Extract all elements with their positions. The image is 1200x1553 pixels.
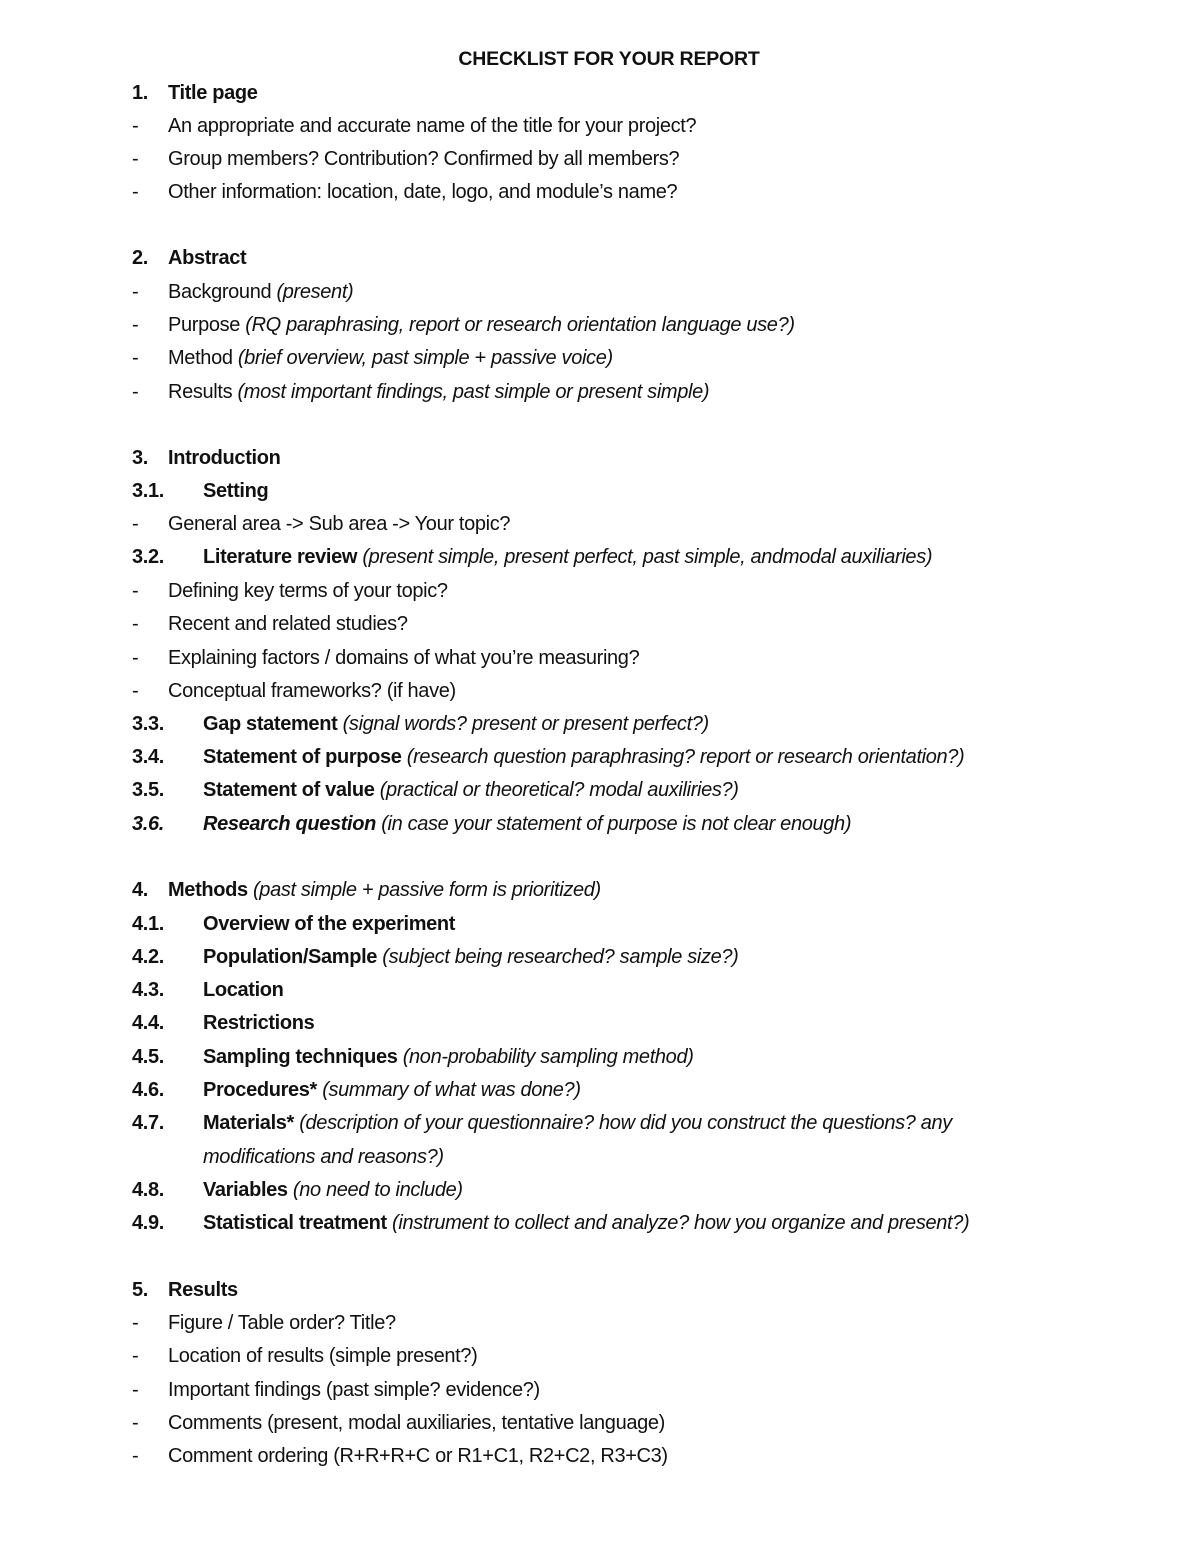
bullet-dash: - — [132, 181, 139, 203]
section-title: Introduction — [168, 447, 281, 469]
subsection-3-4: 3.4. Statement of purpose (research question paraphrasing? report or research orientation?) — [132, 746, 965, 768]
note: (subject being researched? sample size?) — [382, 946, 739, 968]
bullet-dash: - — [132, 115, 139, 137]
bullet-dash: - — [132, 513, 139, 535]
bullet-dash: - — [132, 1312, 139, 1334]
subsection-3-6: 3.6. Research question (in case your statement of purpose is not clear enough) — [132, 813, 852, 835]
list-item: - An appropriate and accurate name of the title for your project? — [132, 115, 697, 137]
section-2-heading — [0, 245, 1200, 271]
bullet-dash: - — [132, 647, 139, 669]
note: (signal words? present or present perfect?) — [342, 713, 709, 735]
subsection-4-9: 4.9. Statistical treatment (instrument to collect and analyze? how you organize and present?) — [132, 1212, 970, 1234]
note: (in case your statement of purpose is not clear enough) — [381, 813, 852, 835]
bullet-dash: - — [132, 314, 139, 336]
subsection-4-4: 4.4. Restrictions — [132, 1012, 315, 1034]
list-item: - Group members? Contribution? Confirmed by all members? — [132, 148, 680, 170]
subsection-4-7: 4.7. Materials* (description of your questionnaire? how did you construct the questions? any — [132, 1112, 952, 1134]
subsection-4-2: 4.2. Population/Sample (subject being researched? sample size?) — [132, 946, 739, 968]
bullet-dash: - — [132, 347, 139, 369]
note: (non-probability sampling method) — [402, 1046, 694, 1068]
subsection-4-8: 4.8. Variables (no need to include) — [132, 1179, 463, 1201]
subsection-4-7-continued — [0, 1144, 1200, 1170]
bullet-dash: - — [132, 1345, 139, 1367]
bullet-dash: - — [132, 1445, 139, 1467]
note: (no need to include) — [292, 1179, 463, 1201]
list-item: - General area -> Sub area -> Your topic? — [132, 513, 511, 535]
subsection-3-3: 3.3. Gap statement (signal words? present or present perfect?) — [132, 713, 709, 735]
note: (practical or theoretical? modal auxiliries?) — [379, 779, 739, 801]
section-number: 5. — [132, 1279, 148, 1301]
note: (present simple, present perfect, past simple, andmodal auxiliaries) — [362, 546, 933, 568]
note: (description of your questionnaire? how did you construct the questions? any — [299, 1112, 952, 1134]
list-item: - Comments (present, modal auxiliaries, tentative language) — [132, 1412, 665, 1434]
list-item: - Location of results (simple present?) — [132, 1345, 478, 1367]
page-title: CHECKLIST FOR YOUR REPORT — [458, 48, 760, 70]
bullet-dash: - — [132, 1412, 139, 1434]
bullet-dash: - — [132, 148, 139, 170]
note: modifications and reasons?) — [203, 1146, 444, 1168]
section-title: Abstract — [168, 247, 247, 269]
section-4-heading — [0, 877, 1200, 903]
note: (brief overview, past simple + passive voice) — [237, 347, 613, 369]
section-number: 2. — [132, 247, 148, 269]
subsection-3-1: 3.1. Setting — [132, 480, 269, 502]
list-item: - Recent and related studies? — [132, 613, 408, 635]
bullet-dash: - — [132, 381, 139, 403]
subsection-3-5: 3.5. Statement of value (practical or theoretical? modal auxiliries?) — [132, 779, 739, 801]
subsection-4-5: 4.5. Sampling techniques (non-probability sampling method) — [132, 1046, 694, 1068]
bullet-dash: - — [132, 580, 139, 602]
subsection-3-2: 3.2. Literature review (present simple, present perfect, past simple, andmodal auxiliaries) — [132, 546, 933, 568]
list-item: - Comment ordering (R+R+R+C or R1+C1, R2+C2, R3+C3) — [132, 1445, 668, 1467]
list-item: - Conceptual frameworks? (if have) — [132, 680, 456, 702]
note: (instrument to collect and analyze? how you organize and present?) — [392, 1212, 970, 1234]
section-3-heading — [0, 445, 1200, 471]
list-item: - Purpose (RQ paraphrasing, report or research orientation language use?) — [132, 314, 795, 336]
section-title: Results — [168, 1279, 238, 1301]
note: (RQ paraphrasing, report or research orientation language use?) — [245, 314, 795, 336]
note: (summary of what was done?) — [322, 1079, 581, 1101]
list-item: - Background (present) — [132, 281, 354, 303]
subsection-4-3: 4.3. Location — [132, 979, 284, 1001]
list-item: - Method (brief overview, past simple + passive voice) — [132, 347, 613, 369]
list-item: - Explaining factors / domains of what you’re measuring? — [132, 647, 640, 669]
section-number: 1. — [132, 82, 148, 104]
bullet-dash: - — [132, 680, 139, 702]
section-1-heading — [0, 80, 1200, 106]
list-item: - Important findings (past simple? evidence?) — [132, 1379, 540, 1401]
note: (past simple + passive form is prioritized) — [253, 879, 601, 901]
bullet-dash: - — [132, 613, 139, 635]
note: (research question paraphrasing? report or research orientation?) — [406, 746, 965, 768]
section-title: Methods — [168, 879, 248, 901]
list-item: - Other information: location, date, logo, and module’s name? — [132, 181, 678, 203]
list-item: - Defining key terms of your topic? — [132, 580, 448, 602]
list-item: - Figure / Table order? Title? — [132, 1312, 396, 1334]
section-number: 3. — [132, 447, 148, 469]
note: (present) — [276, 281, 354, 303]
section-5-heading — [0, 1277, 1200, 1303]
list-item: - Results (most important findings, past simple or present simple) — [132, 381, 710, 403]
subsection-4-1: 4.1. Overview of the experiment — [132, 913, 456, 935]
section-title: Title page — [168, 82, 258, 104]
bullet-dash: - — [132, 281, 139, 303]
bullet-dash: - — [132, 1379, 139, 1401]
note: (most important findings, past simple or present simple) — [237, 381, 710, 403]
section-number: 4. — [132, 879, 148, 901]
subsection-4-6: 4.6. Procedures* (summary of what was done?) — [132, 1079, 581, 1101]
